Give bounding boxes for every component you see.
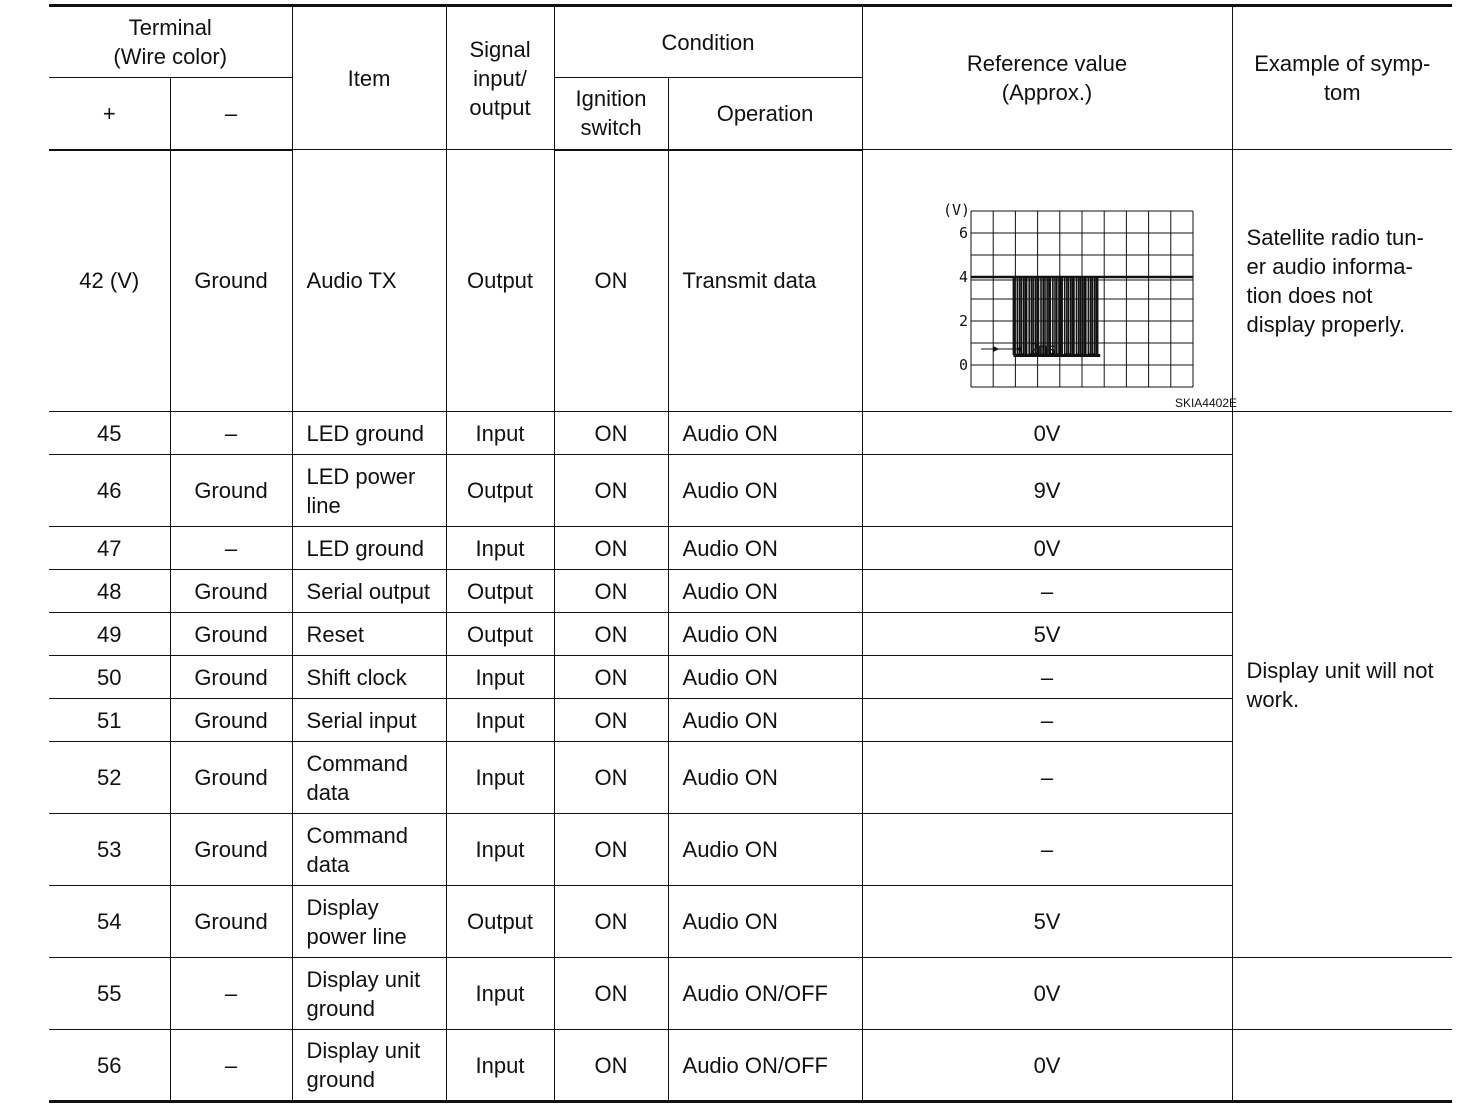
item-cell: LED ground — [292, 412, 446, 455]
ignition-cell: ON — [554, 527, 668, 570]
figure-code-label: SKIA4402E — [1174, 395, 1238, 410]
operation-cell: Audio ON — [668, 886, 862, 958]
terminal-plus-cell: 51 — [49, 699, 170, 742]
item-cell: Serial input — [292, 699, 446, 742]
plus-header: + — [49, 78, 170, 150]
y-tick-label: 2 — [959, 311, 969, 330]
terminal-plus-cell: 47 — [49, 527, 170, 570]
ignition-cell: ON — [554, 455, 668, 527]
terminal-minus-cell: Ground — [170, 455, 292, 527]
condition-header: Condition — [554, 6, 862, 78]
terminal-minus-cell: Ground — [170, 656, 292, 699]
ignition-cell: ON — [554, 886, 668, 958]
symptom-cell-merged: Display unit will not work. — [1232, 412, 1452, 958]
reference-value-cell: – — [862, 570, 1232, 613]
ignition-cell: ON — [554, 1030, 668, 1102]
item-cell: Serial output — [292, 570, 446, 613]
reference-value-cell: – — [862, 699, 1232, 742]
item-cell: Audio TX — [292, 150, 446, 412]
table-row — [49, 150, 1452, 412]
item-cell: Display power line — [292, 886, 446, 958]
operation-cell: Audio ON — [668, 656, 862, 699]
item-cell: Command data — [292, 814, 446, 886]
operation-cell: Audio ON — [668, 742, 862, 814]
terminal-plus-cell: 50 — [49, 656, 170, 699]
terminal-minus-cell: Ground — [170, 613, 292, 656]
item-cell: Shift clock — [292, 656, 446, 699]
reference-value-cell: 0V — [862, 412, 1232, 455]
terminal-minus-cell: Ground — [170, 886, 292, 958]
terminal-minus-cell: – — [170, 527, 292, 570]
ignition-cell: ON — [554, 150, 668, 412]
time-scale-label: 2ms — [1029, 339, 1057, 358]
operation-cell: Audio ON — [668, 814, 862, 886]
y-unit-label: (V) — [943, 200, 971, 219]
burst-low-band — [1013, 354, 1100, 357]
reference-value-cell: – — [862, 742, 1232, 814]
ignition-cell: ON — [554, 699, 668, 742]
table-row — [49, 958, 1452, 1030]
operation-cell: Audio ON — [668, 613, 862, 656]
item-cell: Display unit ground — [292, 958, 446, 1030]
data-burst — [1013, 277, 1100, 354]
signal-cell: Input — [446, 412, 554, 455]
operation-cell: Audio ON/OFF — [668, 958, 862, 1030]
terminal-minus-cell: Ground — [170, 742, 292, 814]
terminal-plus-cell: 55 — [49, 958, 170, 1030]
table-body — [49, 150, 1452, 1102]
symptom-header: Example of symp- tom — [1232, 6, 1452, 150]
terminal-plus-cell: 54 — [49, 886, 170, 958]
reference-value-cell: – — [862, 656, 1232, 699]
terminal-reference-table — [49, 4, 1452, 1103]
table-row — [49, 1030, 1452, 1102]
operation-cell: Audio ON/OFF — [668, 1030, 862, 1102]
signal-cell: Input — [446, 958, 554, 1030]
operation-cell: Transmit data — [668, 150, 862, 412]
ignition-cell: ON — [554, 814, 668, 886]
y-tick-label: 6 — [959, 223, 969, 242]
signal-header: Signal input/ output — [446, 6, 554, 150]
terminal-minus-cell: – — [170, 412, 292, 455]
ignition-cell: ON — [554, 613, 668, 656]
symptom-cell: Satellite radio tun- er audio informa- tion does not display properly. — [1232, 150, 1452, 412]
operation-cell: Audio ON — [668, 570, 862, 613]
signal-cell: Input — [446, 699, 554, 742]
waveform-chart — [897, 171, 1238, 410]
signal-cell: Input — [446, 1030, 554, 1102]
reference-value-cell: – — [862, 814, 1232, 886]
y-tick-label: 0 — [959, 355, 969, 374]
terminal-plus-cell: 45 — [49, 412, 170, 455]
ignition-header: Ignition switch — [554, 78, 668, 150]
operation-cell: Audio ON — [668, 699, 862, 742]
reference-value-cell: 5V — [862, 613, 1232, 656]
time-scale-arrow — [1015, 346, 1021, 352]
reference-value-cell: 0V — [862, 958, 1232, 1030]
ignition-cell: ON — [554, 656, 668, 699]
operation-cell: Audio ON — [668, 412, 862, 455]
terminal-plus-cell: 53 — [49, 814, 170, 886]
signal-cell: Output — [446, 455, 554, 527]
signal-cell: Input — [446, 814, 554, 886]
terminal-plus-cell: 56 — [49, 1030, 170, 1102]
terminal-minus-cell: – — [170, 958, 292, 1030]
signal-cell: Input — [446, 527, 554, 570]
operation-cell: Audio ON — [668, 527, 862, 570]
reference-value-cell: 0V — [862, 1030, 1232, 1102]
signal-cell: Input — [446, 656, 554, 699]
symptom-cell — [1232, 1030, 1452, 1102]
reference-value-cell: 0V — [862, 527, 1232, 570]
ignition-cell: ON — [554, 412, 668, 455]
item-cell: LED ground — [292, 527, 446, 570]
signal-cell: Output — [446, 613, 554, 656]
terminal-minus-cell: Ground — [170, 814, 292, 886]
reference-waveform-cell — [862, 150, 1238, 412]
terminal-plus-cell: 42 (V) — [49, 150, 170, 412]
item-cell: LED power line — [292, 455, 446, 527]
item-cell: Command data — [292, 742, 446, 814]
table-row — [49, 412, 1452, 455]
terminal-minus-cell: Ground — [170, 150, 292, 412]
ignition-cell: ON — [554, 958, 668, 1030]
item-cell: Display unit ground — [292, 1030, 446, 1102]
item-cell: Reset — [292, 613, 446, 656]
operation-header: Operation — [668, 78, 862, 150]
reference-value-cell: 9V — [862, 455, 1232, 527]
terminal-minus-cell: Ground — [170, 699, 292, 742]
symptom-cell — [1232, 958, 1452, 1030]
terminal-header: Terminal (Wire color) — [49, 6, 292, 78]
operation-cell: Audio ON — [668, 455, 862, 527]
terminal-minus-cell: Ground — [170, 570, 292, 613]
terminal-plus-cell: 52 — [49, 742, 170, 814]
terminal-plus-cell: 46 — [49, 455, 170, 527]
time-scale-arrow — [993, 346, 999, 352]
signal-cell: Output — [446, 570, 554, 613]
item-header: Item — [292, 6, 446, 150]
ignition-cell: ON — [554, 570, 668, 613]
signal-cell: Output — [446, 886, 554, 958]
terminal-plus-cell: 49 — [49, 613, 170, 656]
ignition-cell: ON — [554, 742, 668, 814]
minus-header: – — [170, 78, 292, 150]
y-tick-label: 4 — [959, 267, 969, 286]
terminal-plus-cell: 48 — [49, 570, 170, 613]
reference-header: Reference value (Approx.) — [862, 6, 1232, 150]
terminal-minus-cell: – — [170, 1030, 292, 1102]
signal-cell: Input — [446, 742, 554, 814]
signal-cell: Output — [446, 150, 554, 412]
reference-value-cell: 5V — [862, 886, 1232, 958]
